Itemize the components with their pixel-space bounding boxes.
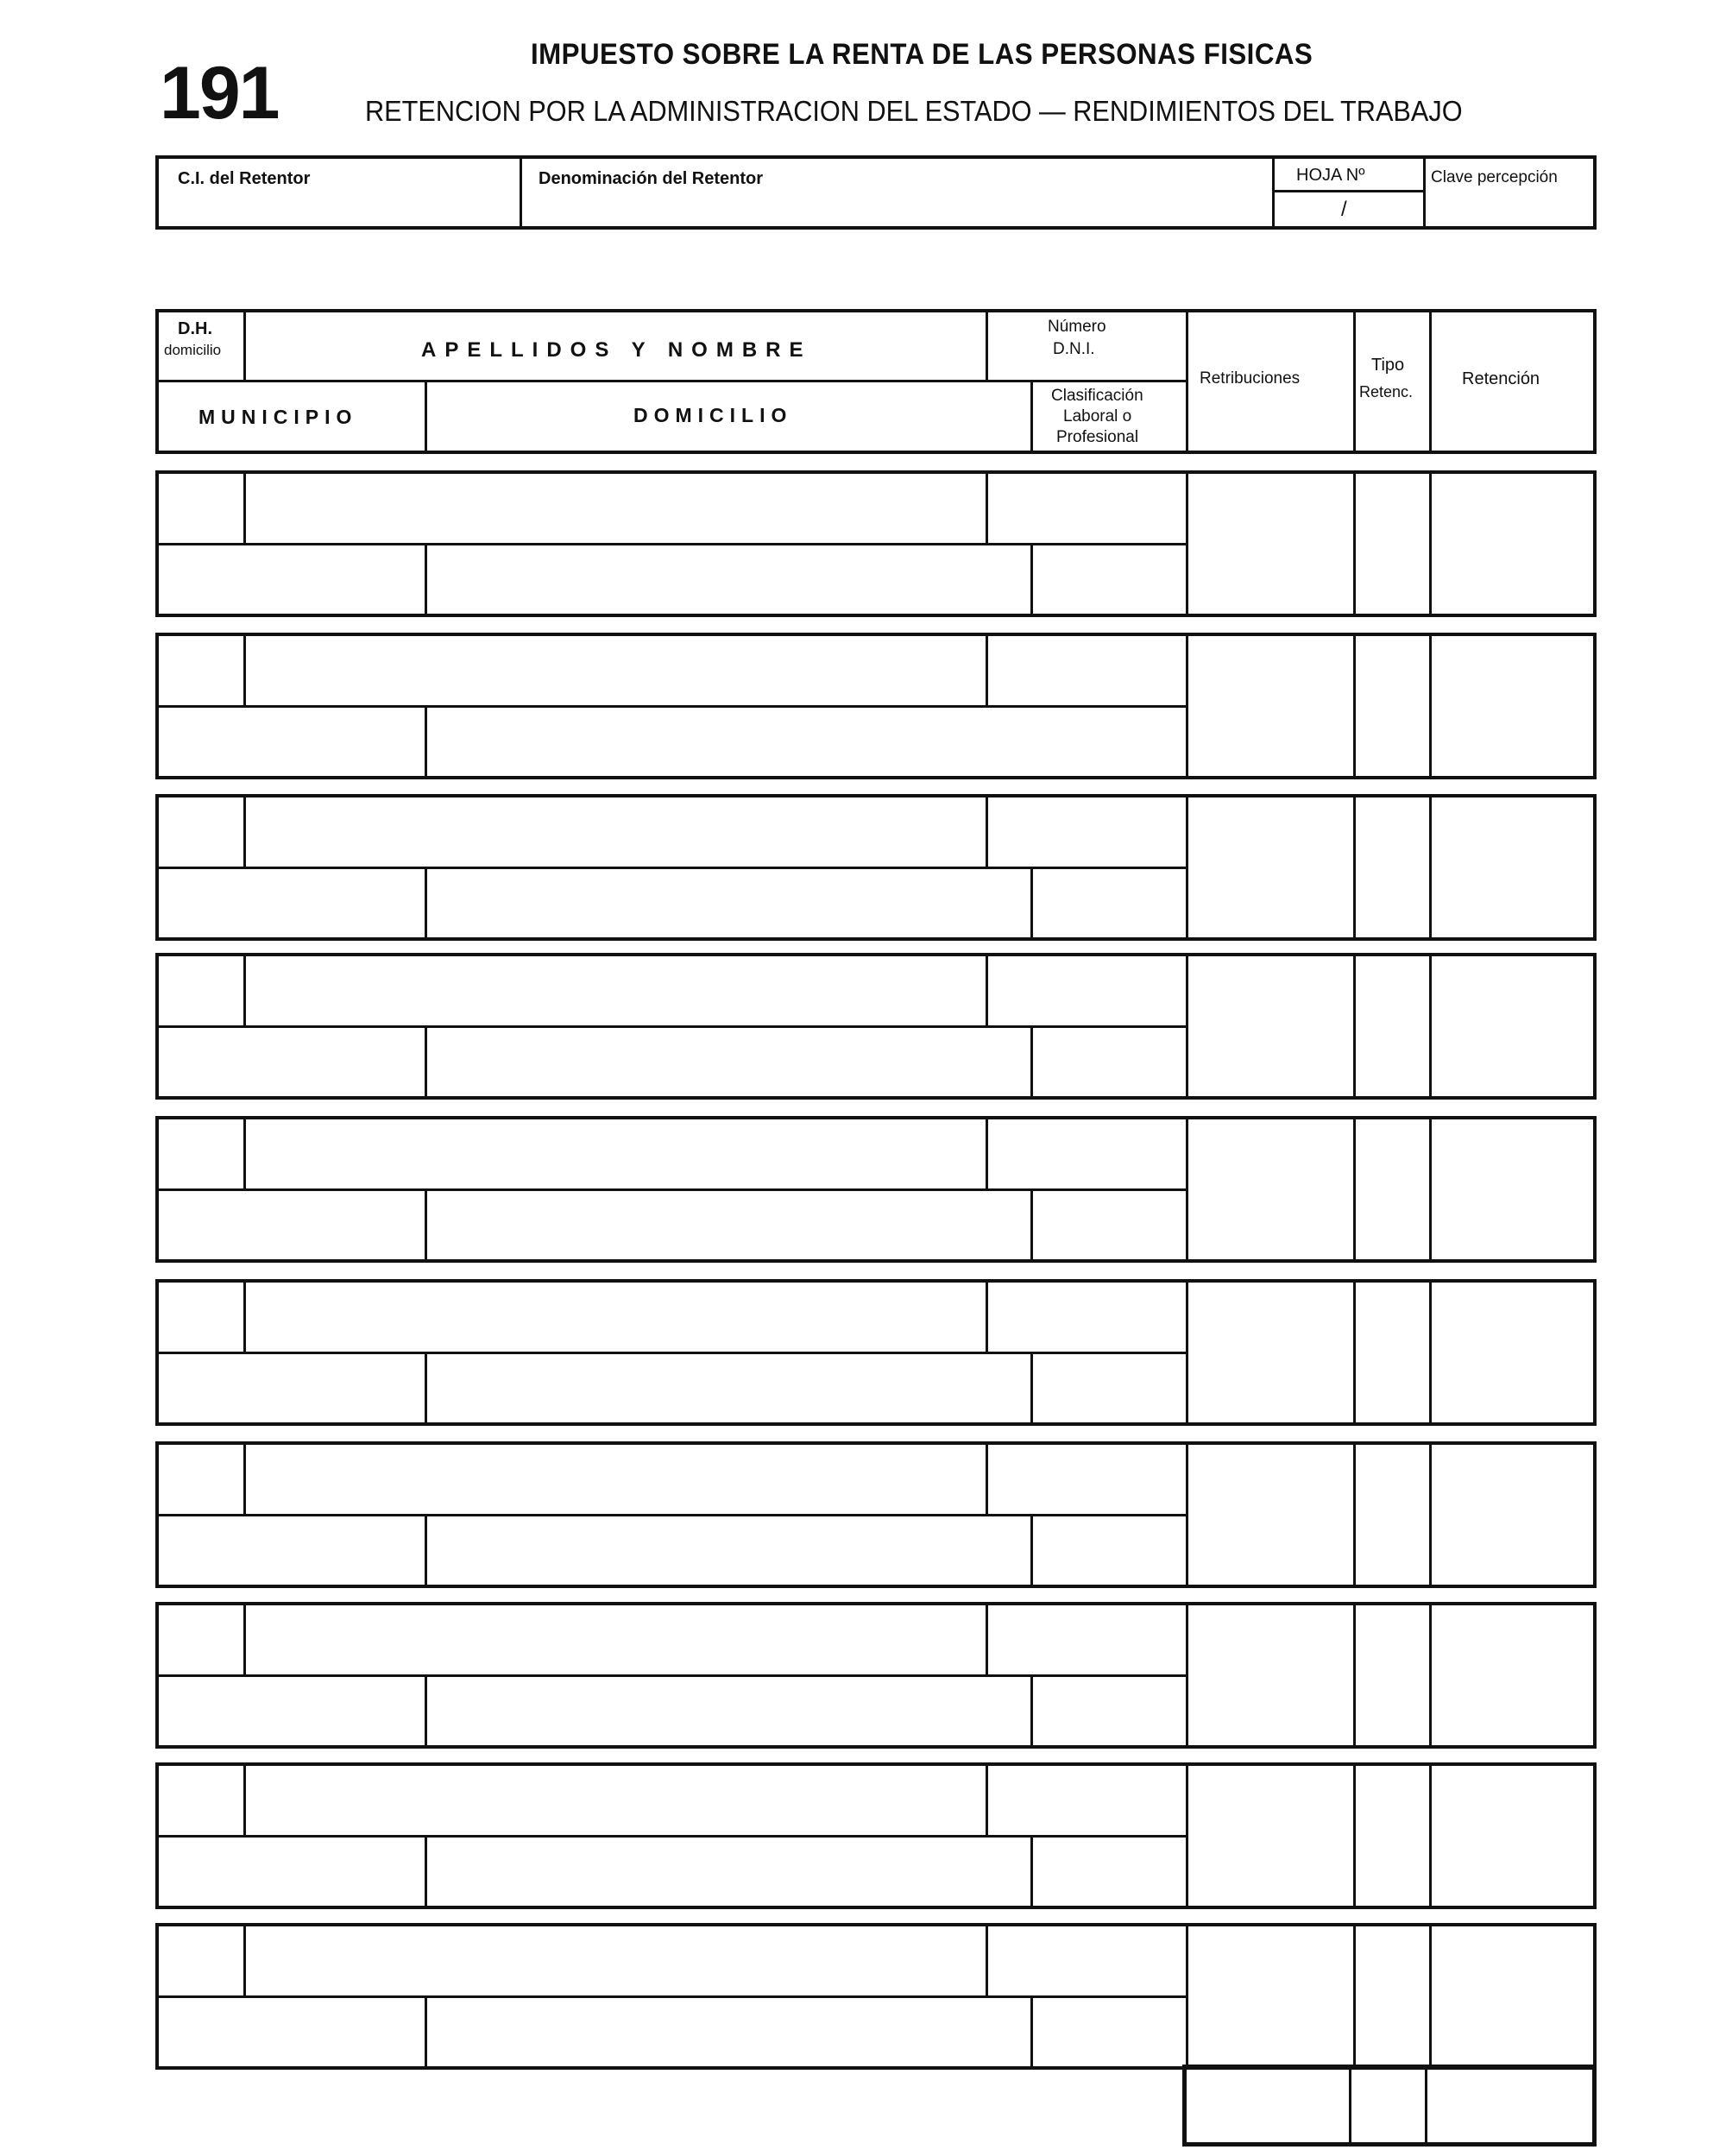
sheet-number-label: HOJA Nº <box>1296 166 1365 185</box>
classification-field[interactable] <box>1033 1838 1186 1906</box>
municipality-field[interactable] <box>159 545 425 614</box>
dh-label-1: D.H. <box>178 319 212 338</box>
withholding-field[interactable] <box>1432 474 1593 614</box>
classification-label-2: Laboral o <box>1063 407 1132 426</box>
dni-field[interactable] <box>988 797 1186 867</box>
cif-field[interactable] <box>159 159 520 226</box>
names-field[interactable] <box>246 956 986 1025</box>
payments-field[interactable] <box>1188 636 1353 776</box>
names-field[interactable] <box>246 474 986 543</box>
key-field[interactable] <box>1426 159 1593 226</box>
dni-field[interactable] <box>988 1445 1186 1514</box>
dni-field[interactable] <box>988 1605 1186 1674</box>
type-field[interactable] <box>1356 1445 1429 1585</box>
table-row <box>155 470 1597 617</box>
dni-field[interactable] <box>988 1283 1186 1352</box>
address-field[interactable] <box>427 708 1186 776</box>
table-row <box>155 1279 1597 1426</box>
address-column-label: DOMICILIO <box>633 404 793 426</box>
classification-field[interactable] <box>1033 1998 1186 2066</box>
table-row <box>155 1116 1597 1263</box>
payments-field[interactable] <box>1188 1926 1353 2066</box>
address-field[interactable] <box>427 1354 1030 1422</box>
address-field[interactable] <box>427 545 1030 614</box>
dni-field[interactable] <box>988 1926 1186 1995</box>
payments-field[interactable] <box>1188 1766 1353 1906</box>
retentor-name-label: Denominación del Retentor <box>539 169 764 188</box>
dh-field[interactable] <box>159 797 243 867</box>
names-field[interactable] <box>246 1605 986 1674</box>
withholding-field[interactable] <box>1432 797 1593 937</box>
sheet-separator: / <box>1341 198 1347 221</box>
address-field[interactable] <box>427 1191 1030 1259</box>
classification-label-3: Profesional <box>1056 428 1139 446</box>
names-field[interactable] <box>246 1766 986 1835</box>
names-field[interactable] <box>246 1926 986 1995</box>
withholding-field[interactable] <box>1432 1119 1593 1259</box>
dni-field[interactable] <box>988 1766 1186 1835</box>
dh-label-2: domicilio <box>164 342 222 358</box>
classification-field[interactable] <box>1033 545 1186 614</box>
municipality-field[interactable] <box>159 1516 425 1585</box>
dni-label-2: D.N.I. <box>1053 340 1095 358</box>
type-field[interactable] <box>1356 636 1429 776</box>
address-field[interactable] <box>427 1998 1030 2066</box>
municipality-field[interactable] <box>159 1838 425 1906</box>
names-field[interactable] <box>246 1283 986 1352</box>
type-field[interactable] <box>1356 1283 1429 1422</box>
dh-field[interactable] <box>159 474 243 543</box>
withholding-field[interactable] <box>1432 1445 1593 1585</box>
municipality-field[interactable] <box>159 1998 425 2066</box>
dh-field[interactable] <box>159 1605 243 1674</box>
type-field[interactable] <box>1356 797 1429 937</box>
address-field[interactable] <box>427 1677 1030 1745</box>
payments-field[interactable] <box>1188 1283 1353 1422</box>
dh-field[interactable] <box>159 1445 243 1514</box>
cif-label: C.I. del Retentor <box>178 169 311 188</box>
dh-field[interactable] <box>159 956 243 1025</box>
dni-field[interactable] <box>988 1119 1186 1188</box>
names-field[interactable] <box>246 1119 986 1188</box>
dni-field[interactable] <box>988 956 1186 1025</box>
withholding-field[interactable] <box>1432 636 1593 776</box>
dh-field[interactable] <box>159 1766 243 1835</box>
classification-label-1: Clasificación <box>1051 387 1143 405</box>
table-row <box>155 1602 1597 1749</box>
payments-field[interactable] <box>1188 474 1353 614</box>
classification-field[interactable] <box>1033 1191 1186 1259</box>
withholding-field[interactable] <box>1432 1605 1593 1745</box>
payments-field[interactable] <box>1188 797 1353 937</box>
municipality-field[interactable] <box>159 869 425 937</box>
address-field[interactable] <box>427 1028 1030 1096</box>
dni-field[interactable] <box>988 474 1186 543</box>
withholding-field[interactable] <box>1432 1766 1593 1906</box>
type-label-1: Tipo <box>1371 356 1405 375</box>
type-field[interactable] <box>1356 956 1429 1096</box>
names-field[interactable] <box>246 1445 986 1514</box>
form-number: 191 <box>160 52 279 135</box>
total-withholding-field[interactable] <box>1427 2069 1592 2142</box>
type-field[interactable] <box>1356 1605 1429 1745</box>
withholding-column-label: Retención <box>1462 369 1540 388</box>
table-row <box>155 1923 1597 2070</box>
classification-field[interactable] <box>1033 869 1186 937</box>
classification-field[interactable] <box>1033 1354 1186 1422</box>
municipality-field[interactable] <box>159 1677 425 1745</box>
type-field[interactable] <box>1356 474 1429 614</box>
table-row <box>155 633 1597 779</box>
retentor-name-field[interactable] <box>522 159 1272 226</box>
address-field[interactable] <box>427 1516 1030 1585</box>
retentor-header-box <box>155 155 1597 230</box>
classification-field[interactable] <box>1033 1028 1186 1096</box>
dh-field[interactable] <box>159 1926 243 1995</box>
table-row <box>155 1441 1597 1588</box>
classification-field[interactable] <box>1033 1677 1186 1745</box>
total-type-field[interactable] <box>1351 2069 1425 2142</box>
payments-field[interactable] <box>1188 1605 1353 1745</box>
municipality-field[interactable] <box>159 708 425 776</box>
type-label-2: Retenc. <box>1359 383 1414 400</box>
names-column-label: APELLIDOS Y NOMBRE <box>421 338 812 362</box>
total-payments-field[interactable] <box>1187 2069 1349 2142</box>
key-label: Clave percepción <box>1431 168 1558 186</box>
address-field[interactable] <box>427 1838 1030 1906</box>
withholding-field[interactable] <box>1432 956 1593 1096</box>
type-field[interactable] <box>1356 1766 1429 1906</box>
table-row <box>155 794 1597 941</box>
table-row <box>155 953 1597 1100</box>
dh-field[interactable] <box>159 1119 243 1188</box>
names-field[interactable] <box>246 636 986 705</box>
municipality-field[interactable] <box>159 1191 425 1259</box>
municipality-column-label: MUNICIPIO <box>198 406 358 428</box>
withholding-field[interactable] <box>1432 1926 1593 2066</box>
payments-field[interactable] <box>1188 1445 1353 1585</box>
names-field[interactable] <box>246 797 986 867</box>
payments-field[interactable] <box>1188 1119 1353 1259</box>
classification-field[interactable] <box>1033 1516 1186 1585</box>
type-field[interactable] <box>1356 1119 1429 1259</box>
type-field[interactable] <box>1356 1926 1429 2066</box>
table-row <box>155 1762 1597 1909</box>
address-field[interactable] <box>427 869 1030 937</box>
dni-label-1: Número <box>1048 318 1106 336</box>
payments-field[interactable] <box>1188 956 1353 1096</box>
sheet-number-field[interactable] <box>1275 192 1423 226</box>
payments-column-label: Retribuciones <box>1200 369 1301 388</box>
withholding-field[interactable] <box>1432 1283 1593 1422</box>
column-header <box>155 309 1597 454</box>
dh-field[interactable] <box>159 1283 243 1352</box>
dh-field[interactable] <box>159 636 243 705</box>
municipality-field[interactable] <box>159 1354 425 1422</box>
form-title: IMPUESTO SOBRE LA RENTA DE LAS PERSONAS FISICAS <box>531 38 1313 71</box>
dni-field[interactable] <box>988 636 1186 705</box>
municipality-field[interactable] <box>159 1028 425 1096</box>
form-subtitle: RETENCION POR LA ADMINISTRACION DEL ESTADO — RENDIMIENTOS DEL TRABAJO <box>365 95 1463 127</box>
totals-box <box>1182 2065 1597 2147</box>
